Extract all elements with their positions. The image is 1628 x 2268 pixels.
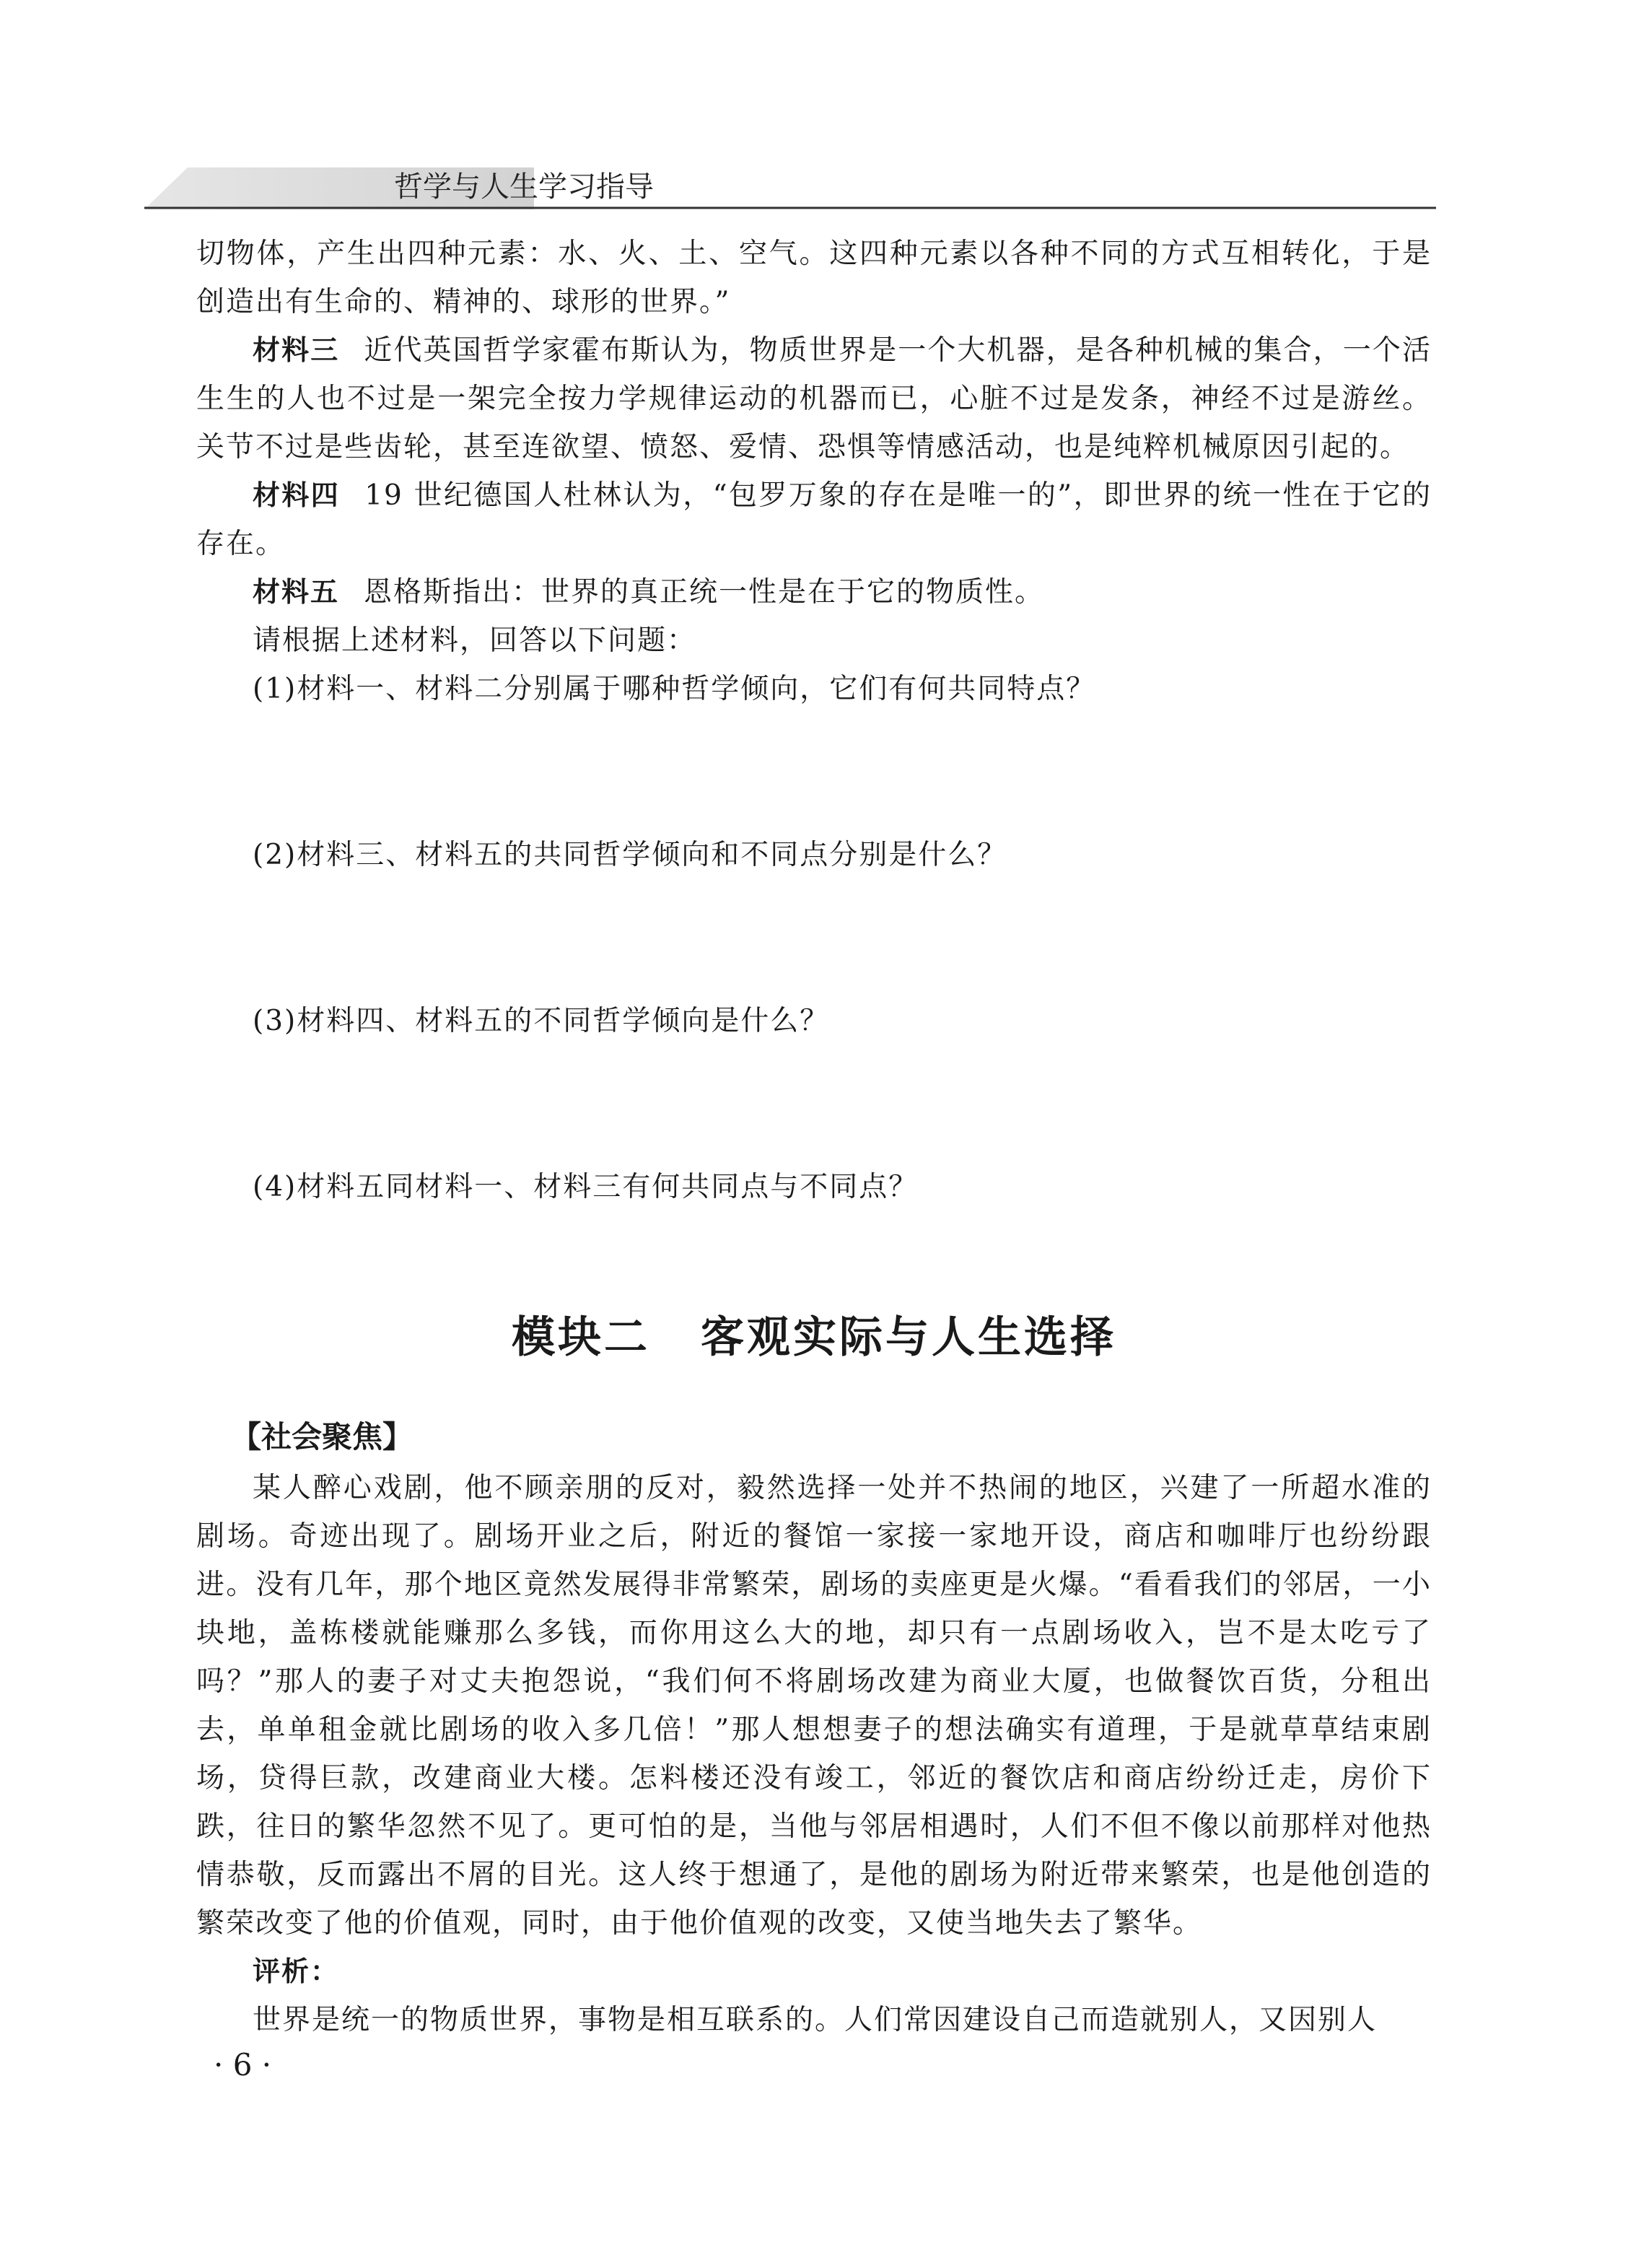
material-3-text: 近代英国哲学家霍布斯认为，物质世界是一个大机器，是各种机械的集合，一个活生生的人也不过是一架完全按力学规律运动的机器而已，心脏不过是发条，神经不过是游丝。关节不过是些齿轮，甚至连欲望、愤怒、爱情、恐惧等情感活动，也是纯粹机械原因引起的。 bbox=[196, 334, 1432, 463]
material-5-label: 材料五 bbox=[253, 576, 340, 608]
header-tab-decoration bbox=[144, 165, 1436, 209]
question-3: (3)材料四、材料五的不同哲学倾向是什么？ bbox=[253, 1005, 830, 1037]
continuation-paragraph: 切物体，产生出四种元素：水、火、土、空气。这四种元素以各种不同的方式互相转化，于是创造出有生命的、精神的、球形的世界。” bbox=[196, 237, 1432, 318]
upper-text-block bbox=[196, 230, 1432, 1211]
lower-text-block bbox=[196, 1464, 1432, 2044]
question-1: (1)材料一、材料二分别属于哪种哲学倾向，它们有何共同特点？ bbox=[253, 673, 1096, 705]
section-heading: 【社会聚焦】 bbox=[231, 1419, 413, 1454]
material-5 bbox=[196, 568, 1432, 616]
module-name: 客观实际与人生选择 bbox=[701, 1312, 1116, 1363]
question-4: (4)材料五同材料一、材料三有何共同点与不同点？ bbox=[253, 1171, 919, 1203]
material-4 bbox=[196, 471, 1432, 568]
material-3 bbox=[196, 326, 1432, 471]
running-header bbox=[144, 165, 1436, 209]
module-title bbox=[0, 1303, 1628, 1365]
story-paragraph: 某人醉心戏剧，他不顾亲朋的反对，毅然选择一处并不热闹的地区，兴建了一所超水准的剧场。奇迹出现了。剧场开业之后，附近的餐馆一家接一家地开设，商店和咖啡厅也纷纷跟进。没有几年，那个地区竟然发展得非常繁荣，剧场的卖座更是火爆。“看看我们的邻居，一小块地，盖栋楼就能赚那么多钱，而你用这么大的地，却只有一点剧场收入，岂不是太吃亏了吗？”那人的妻子对丈夫抱怨说，“我们何不将剧场改建为商业大厦，也做餐饮百货，分租出去，单单租金就比剧场的收入多几倍！”那人想想妻子的想法确实有道理，于是就草草结束剧场，贷得巨款，改建商业大楼。怎料楼还没有竣工，邻近的餐饮店和商店纷纷迁走，房价下跌，往日的繁华忽然不见了。更可怕的是，当他与邻居相遇时，人们不但不像以前那样对他热情恭敬，反而露出不屑的目光。这人终于想通了，是他的剧场为附近带来繁荣，也是他创造的繁荣改变了他的价值观，同时，由于他价值观的改变，又使当地失去了繁华。 bbox=[196, 1472, 1432, 1940]
module-number: 模块二 bbox=[512, 1312, 650, 1363]
question-prompt: 请根据上述材料，回答以下问题： bbox=[253, 624, 697, 657]
material-5-text: 恩格斯指出：世界的真正统一性是在于它的物质性。 bbox=[364, 576, 1045, 609]
header-title: 哲学与人生学习指导 bbox=[394, 170, 654, 204]
analysis-label: 评析： bbox=[253, 1955, 340, 1987]
material-4-text: 19 世纪德国人杜林认为，“包罗万象的存在是唯一的”，即世界的统一性在于它的存在。 bbox=[196, 479, 1432, 560]
page-number: · 6 · bbox=[214, 2047, 272, 2082]
material-3-label: 材料三 bbox=[253, 334, 340, 366]
question-2: (2)材料三、材料五的共同哲学倾向和不同点分别是什么？ bbox=[253, 839, 1007, 871]
analysis-text: 世界是统一的物质世界，事物是相互联系的。人们常因建设自己而造就别人，又因别人 bbox=[253, 2004, 1378, 2036]
material-4-label: 材料四 bbox=[253, 479, 341, 511]
